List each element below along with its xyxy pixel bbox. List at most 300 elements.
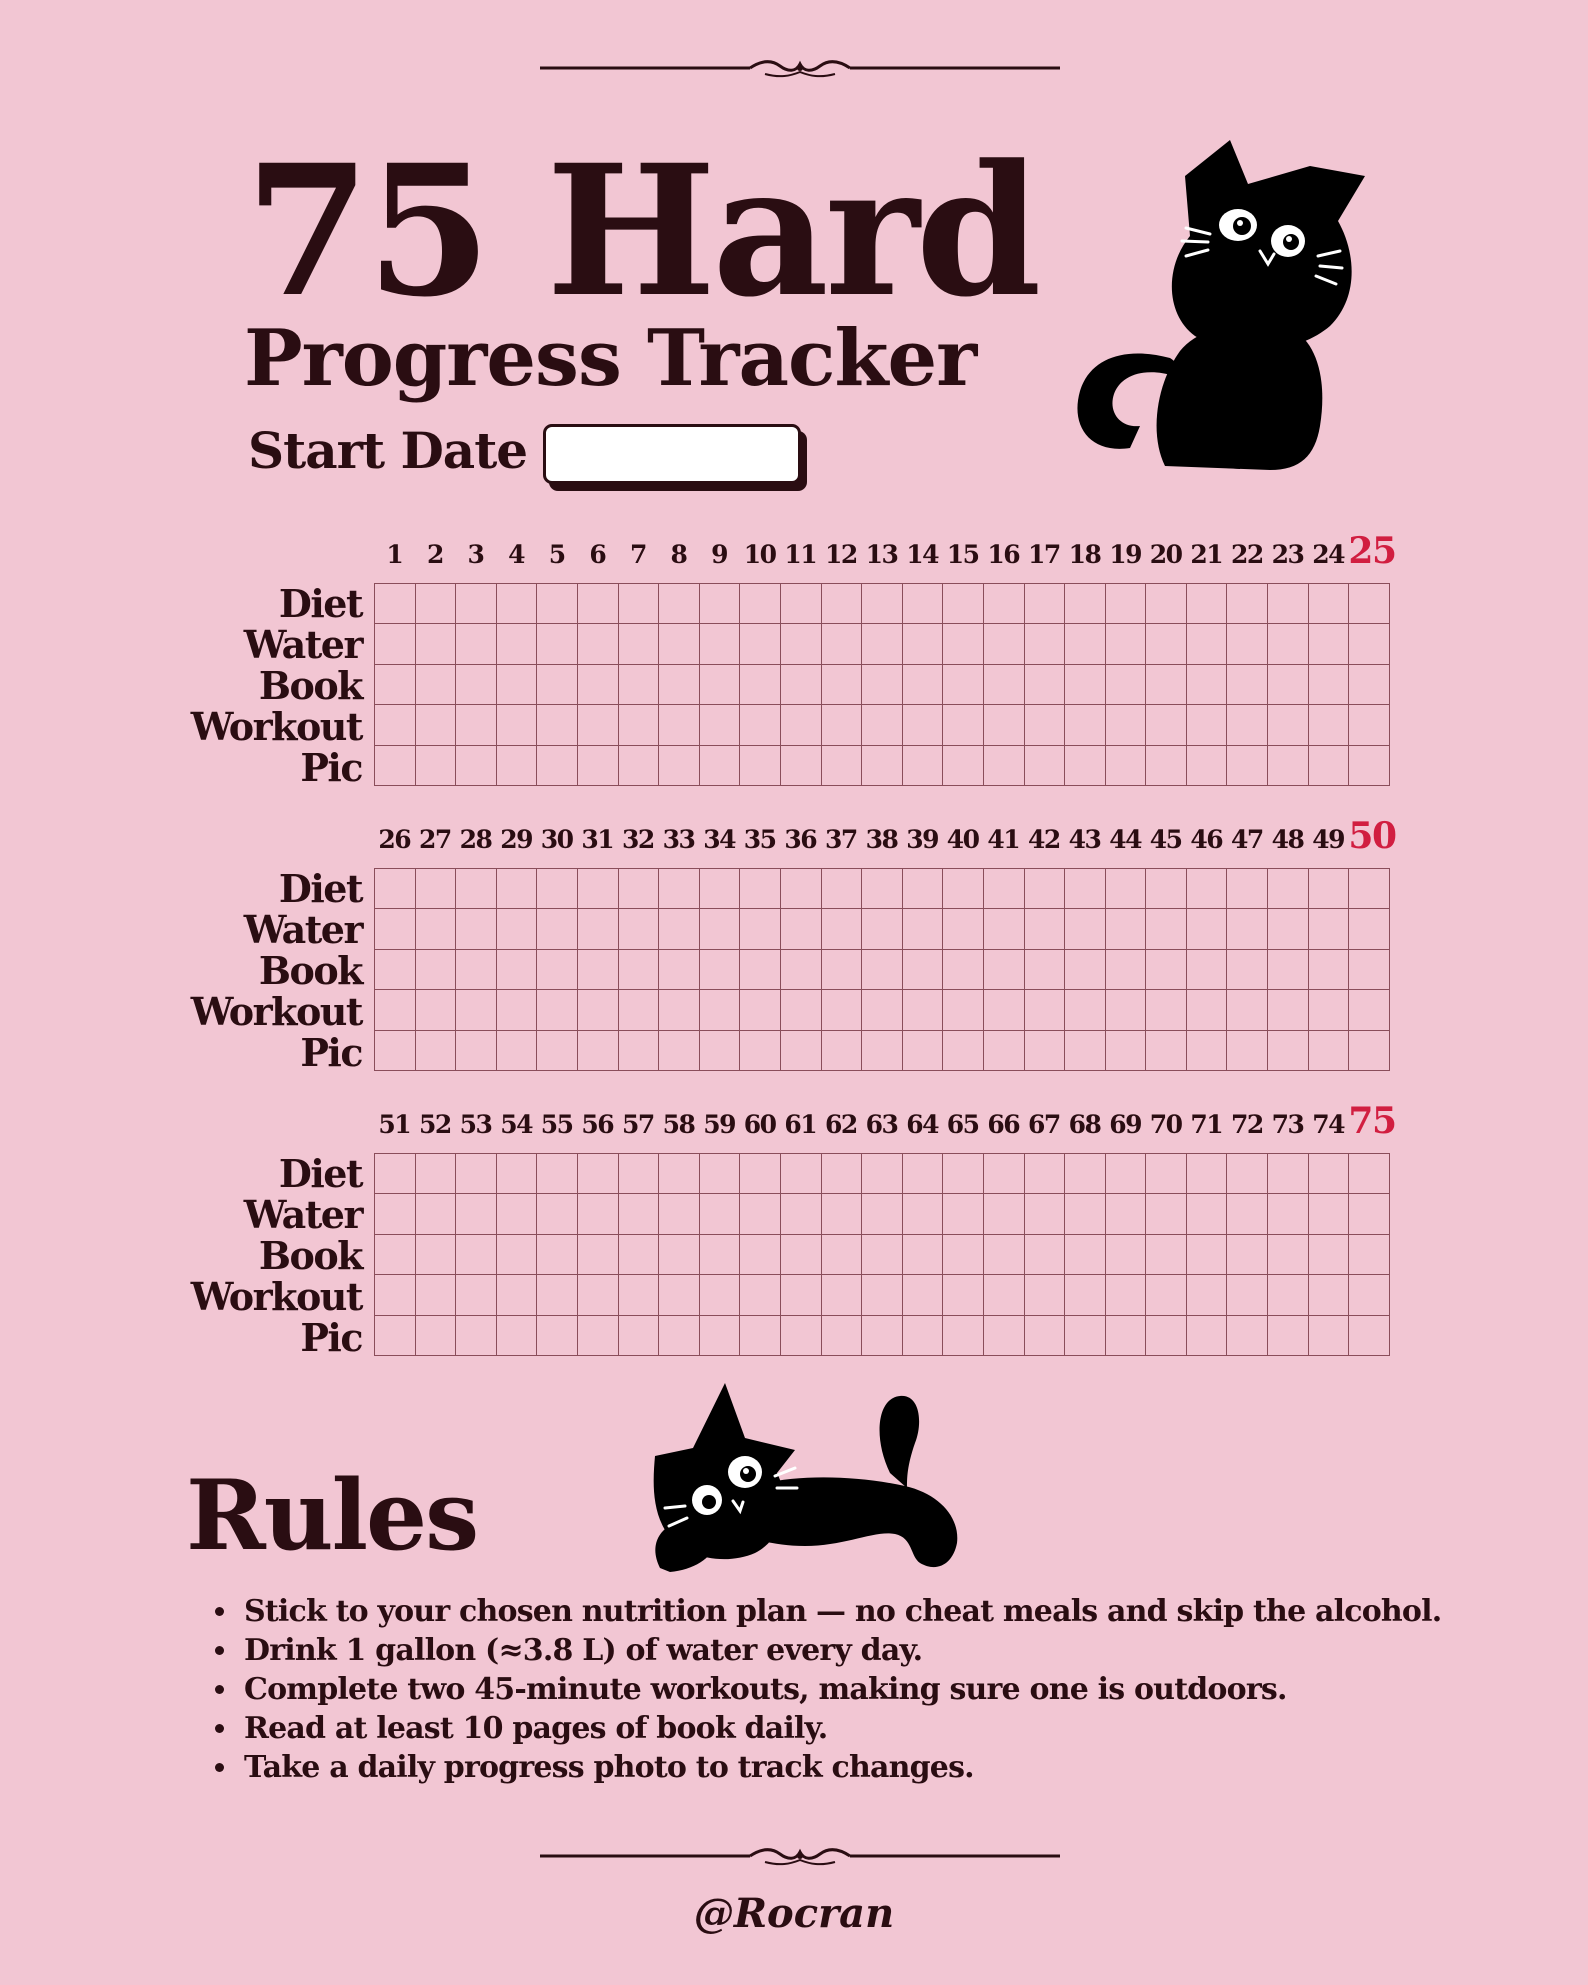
checkbox-cell-water[interactable] [659, 624, 700, 664]
checkbox-cell-pic[interactable] [1268, 746, 1309, 786]
checkbox-cell-diet[interactable] [1349, 869, 1390, 909]
checkbox-cell-pic[interactable] [456, 746, 497, 786]
checkbox-cell-diet[interactable] [619, 584, 660, 624]
checkbox-cell-diet[interactable] [659, 869, 700, 909]
checkbox-cell-workout[interactable] [1025, 990, 1066, 1030]
checkbox-cell-water[interactable] [943, 909, 984, 949]
checkbox-cell-pic[interactable] [537, 1031, 578, 1071]
checkbox-cell-workout[interactable] [903, 990, 944, 1030]
checkbox-cell-water[interactable] [822, 1194, 863, 1234]
checkbox-cell-diet[interactable] [700, 869, 741, 909]
checkbox-cell-diet[interactable] [700, 584, 741, 624]
checkbox-cell-diet[interactable] [578, 869, 619, 909]
checkbox-cell-water[interactable] [984, 1194, 1025, 1234]
checkbox-cell-water[interactable] [781, 1194, 822, 1234]
checkbox-cell-diet[interactable] [1025, 1154, 1066, 1194]
checkbox-cell-water[interactable] [700, 624, 741, 664]
checkbox-cell-water[interactable] [497, 1194, 538, 1234]
checkbox-cell-diet[interactable] [984, 1154, 1025, 1194]
checkbox-cell-workout[interactable] [1187, 990, 1228, 1030]
checkbox-cell-water[interactable] [497, 909, 538, 949]
checkbox-cell-workout[interactable] [700, 705, 741, 745]
checkbox-cell-workout[interactable] [781, 990, 822, 1030]
checkbox-cell-workout[interactable] [497, 1275, 538, 1315]
checkbox-cell-diet[interactable] [1227, 584, 1268, 624]
checkbox-cell-workout[interactable] [1025, 705, 1066, 745]
checkbox-cell-book[interactable] [1268, 950, 1309, 990]
checkbox-cell-water[interactable] [416, 624, 457, 664]
checkbox-cell-workout[interactable] [375, 705, 416, 745]
checkbox-cell-diet[interactable] [1146, 1154, 1187, 1194]
checkbox-cell-pic[interactable] [659, 1316, 700, 1356]
checkbox-cell-pic[interactable] [375, 1031, 416, 1071]
checkbox-cell-pic[interactable] [1065, 1316, 1106, 1356]
checkbox-cell-workout[interactable] [740, 705, 781, 745]
checkbox-cell-pic[interactable] [1065, 746, 1106, 786]
checkbox-cell-water[interactable] [1065, 624, 1106, 664]
checkbox-cell-book[interactable] [659, 665, 700, 705]
checkbox-cell-workout[interactable] [984, 705, 1025, 745]
checkbox-cell-water[interactable] [740, 909, 781, 949]
checkbox-cell-pic[interactable] [984, 1316, 1025, 1356]
checkbox-cell-water[interactable] [537, 624, 578, 664]
checkbox-cell-book[interactable] [1106, 665, 1147, 705]
checkbox-cell-diet[interactable] [416, 1154, 457, 1194]
checkbox-cell-diet[interactable] [822, 869, 863, 909]
checkbox-cell-diet[interactable] [416, 869, 457, 909]
checkbox-cell-diet[interactable] [1349, 1154, 1390, 1194]
checkbox-cell-water[interactable] [1146, 909, 1187, 949]
checkbox-cell-diet[interactable] [1065, 869, 1106, 909]
checkbox-cell-water[interactable] [1146, 624, 1187, 664]
checkbox-cell-book[interactable] [1309, 950, 1350, 990]
checkbox-cell-pic[interactable] [416, 1031, 457, 1071]
checkbox-cell-workout[interactable] [781, 705, 822, 745]
checkbox-cell-water[interactable] [903, 1194, 944, 1234]
checkbox-cell-book[interactable] [578, 665, 619, 705]
checkbox-cell-book[interactable] [1025, 665, 1066, 705]
checkbox-cell-workout[interactable] [619, 705, 660, 745]
checkbox-cell-diet[interactable] [1187, 1154, 1228, 1194]
checkbox-cell-book[interactable] [1065, 665, 1106, 705]
checkbox-cell-pic[interactable] [1309, 1316, 1350, 1356]
checkbox-cell-workout[interactable] [1146, 705, 1187, 745]
checkbox-cell-book[interactable] [740, 950, 781, 990]
checkbox-cell-water[interactable] [943, 624, 984, 664]
checkbox-cell-diet[interactable] [862, 1154, 903, 1194]
checkbox-cell-water[interactable] [456, 624, 497, 664]
checkbox-cell-workout[interactable] [1065, 1275, 1106, 1315]
checkbox-cell-workout[interactable] [1106, 990, 1147, 1030]
checkbox-cell-water[interactable] [659, 1194, 700, 1234]
checkbox-cell-pic[interactable] [1268, 1316, 1309, 1356]
checkbox-cell-diet[interactable] [1349, 584, 1390, 624]
checkbox-cell-book[interactable] [1227, 950, 1268, 990]
checkbox-cell-water[interactable] [1227, 1194, 1268, 1234]
checkbox-cell-pic[interactable] [1065, 1031, 1106, 1071]
checkbox-cell-pic[interactable] [1146, 746, 1187, 786]
checkbox-cell-diet[interactable] [375, 1154, 416, 1194]
checkbox-cell-water[interactable] [740, 624, 781, 664]
checkbox-cell-water[interactable] [1268, 1194, 1309, 1234]
checkbox-cell-diet[interactable] [659, 1154, 700, 1194]
checkbox-cell-book[interactable] [1106, 1235, 1147, 1275]
checkbox-cell-book[interactable] [416, 665, 457, 705]
checkbox-cell-book[interactable] [1227, 665, 1268, 705]
checkbox-cell-water[interactable] [781, 624, 822, 664]
checkbox-cell-book[interactable] [456, 665, 497, 705]
checkbox-cell-diet[interactable] [578, 584, 619, 624]
checkbox-cell-workout[interactable] [1146, 1275, 1187, 1315]
checkbox-cell-diet[interactable] [1268, 869, 1309, 909]
checkbox-cell-diet[interactable] [943, 869, 984, 909]
checkbox-cell-pic[interactable] [375, 746, 416, 786]
checkbox-cell-pic[interactable] [659, 746, 700, 786]
checkbox-cell-pic[interactable] [984, 1031, 1025, 1071]
checkbox-cell-pic[interactable] [1106, 1316, 1147, 1356]
checkbox-cell-workout[interactable] [1106, 705, 1147, 745]
checkbox-cell-water[interactable] [1025, 1194, 1066, 1234]
checkbox-cell-water[interactable] [659, 909, 700, 949]
checkbox-cell-book[interactable] [1065, 1235, 1106, 1275]
checkbox-cell-water[interactable] [984, 909, 1025, 949]
checkbox-cell-diet[interactable] [984, 584, 1025, 624]
checkbox-cell-workout[interactable] [943, 705, 984, 745]
checkbox-cell-pic[interactable] [1309, 1031, 1350, 1071]
checkbox-cell-water[interactable] [1106, 909, 1147, 949]
checkbox-cell-pic[interactable] [619, 1031, 660, 1071]
checkbox-cell-workout[interactable] [1065, 990, 1106, 1030]
checkbox-cell-book[interactable] [943, 950, 984, 990]
checkbox-cell-pic[interactable] [822, 1316, 863, 1356]
checkbox-cell-diet[interactable] [1065, 1154, 1106, 1194]
checkbox-cell-water[interactable] [1065, 909, 1106, 949]
checkbox-cell-book[interactable] [700, 665, 741, 705]
checkbox-cell-workout[interactable] [943, 990, 984, 1030]
checkbox-cell-book[interactable] [1187, 1235, 1228, 1275]
checkbox-cell-diet[interactable] [1309, 869, 1350, 909]
checkbox-cell-pic[interactable] [497, 1031, 538, 1071]
checkbox-cell-workout[interactable] [822, 990, 863, 1030]
checkbox-cell-workout[interactable] [659, 1275, 700, 1315]
checkbox-cell-water[interactable] [700, 909, 741, 949]
checkbox-cell-book[interactable] [740, 1235, 781, 1275]
checkbox-cell-book[interactable] [375, 950, 416, 990]
checkbox-cell-workout[interactable] [497, 705, 538, 745]
checkbox-cell-book[interactable] [1187, 950, 1228, 990]
checkbox-cell-water[interactable] [1268, 624, 1309, 664]
checkbox-cell-book[interactable] [497, 665, 538, 705]
checkbox-cell-workout[interactable] [1227, 990, 1268, 1030]
checkbox-cell-pic[interactable] [700, 746, 741, 786]
checkbox-cell-workout[interactable] [619, 1275, 660, 1315]
checkbox-cell-book[interactable] [375, 665, 416, 705]
checkbox-cell-workout[interactable] [456, 1275, 497, 1315]
checkbox-cell-book[interactable] [700, 1235, 741, 1275]
checkbox-cell-book[interactable] [497, 950, 538, 990]
checkbox-cell-water[interactable] [1187, 909, 1228, 949]
checkbox-cell-diet[interactable] [822, 584, 863, 624]
checkbox-cell-book[interactable] [700, 950, 741, 990]
checkbox-cell-diet[interactable] [1025, 869, 1066, 909]
checkbox-cell-book[interactable] [1146, 665, 1187, 705]
checkbox-cell-pic[interactable] [700, 1316, 741, 1356]
checkbox-cell-book[interactable] [1106, 950, 1147, 990]
checkbox-cell-diet[interactable] [903, 1154, 944, 1194]
checkbox-cell-pic[interactable] [1146, 1316, 1187, 1356]
checkbox-cell-pic[interactable] [781, 1031, 822, 1071]
checkbox-cell-workout[interactable] [984, 990, 1025, 1030]
checkbox-cell-diet[interactable] [1309, 584, 1350, 624]
checkbox-cell-book[interactable] [984, 1235, 1025, 1275]
checkbox-cell-pic[interactable] [984, 746, 1025, 786]
checkbox-cell-workout[interactable] [456, 705, 497, 745]
checkbox-cell-workout[interactable] [1309, 990, 1350, 1030]
checkbox-cell-workout[interactable] [416, 1275, 457, 1315]
checkbox-cell-book[interactable] [903, 950, 944, 990]
checkbox-cell-workout[interactable] [456, 990, 497, 1030]
checkbox-cell-pic[interactable] [1349, 1031, 1390, 1071]
checkbox-cell-water[interactable] [700, 1194, 741, 1234]
checkbox-cell-workout[interactable] [1309, 705, 1350, 745]
checkbox-cell-book[interactable] [943, 1235, 984, 1275]
checkbox-cell-diet[interactable] [1146, 584, 1187, 624]
checkbox-cell-diet[interactable] [537, 1154, 578, 1194]
checkbox-cell-water[interactable] [497, 624, 538, 664]
checkbox-cell-book[interactable] [1187, 665, 1228, 705]
checkbox-cell-diet[interactable] [1268, 584, 1309, 624]
checkbox-cell-workout[interactable] [619, 990, 660, 1030]
checkbox-cell-diet[interactable] [1187, 869, 1228, 909]
checkbox-cell-workout[interactable] [822, 1275, 863, 1315]
checkbox-cell-pic[interactable] [1025, 1031, 1066, 1071]
checkbox-cell-pic[interactable] [659, 1031, 700, 1071]
checkbox-cell-pic[interactable] [1025, 746, 1066, 786]
checkbox-cell-workout[interactable] [1349, 990, 1390, 1030]
checkbox-cell-pic[interactable] [1227, 746, 1268, 786]
checkbox-cell-water[interactable] [822, 624, 863, 664]
checkbox-cell-water[interactable] [619, 624, 660, 664]
checkbox-cell-diet[interactable] [456, 1154, 497, 1194]
checkbox-cell-pic[interactable] [1106, 746, 1147, 786]
checkbox-cell-workout[interactable] [903, 1275, 944, 1315]
checkbox-cell-water[interactable] [578, 909, 619, 949]
checkbox-cell-book[interactable] [1025, 1235, 1066, 1275]
checkbox-cell-pic[interactable] [740, 1316, 781, 1356]
checkbox-cell-book[interactable] [1268, 665, 1309, 705]
checkbox-cell-book[interactable] [822, 950, 863, 990]
checkbox-cell-book[interactable] [1349, 665, 1390, 705]
checkbox-cell-workout[interactable] [1146, 990, 1187, 1030]
checkbox-cell-water[interactable] [619, 1194, 660, 1234]
checkbox-cell-workout[interactable] [1349, 705, 1390, 745]
start-date-field[interactable] [543, 424, 801, 484]
checkbox-cell-book[interactable] [1025, 950, 1066, 990]
checkbox-cell-workout[interactable] [1268, 1275, 1309, 1315]
checkbox-cell-diet[interactable] [903, 584, 944, 624]
checkbox-cell-book[interactable] [1268, 1235, 1309, 1275]
checkbox-cell-book[interactable] [1227, 1235, 1268, 1275]
checkbox-cell-water[interactable] [903, 909, 944, 949]
checkbox-cell-pic[interactable] [1268, 1031, 1309, 1071]
checkbox-cell-diet[interactable] [578, 1154, 619, 1194]
checkbox-cell-water[interactable] [1187, 1194, 1228, 1234]
checkbox-cell-pic[interactable] [1146, 1031, 1187, 1071]
checkbox-cell-book[interactable] [903, 665, 944, 705]
checkbox-cell-diet[interactable] [1106, 869, 1147, 909]
checkbox-cell-book[interactable] [822, 1235, 863, 1275]
checkbox-cell-workout[interactable] [537, 1275, 578, 1315]
checkbox-cell-book[interactable] [781, 665, 822, 705]
checkbox-cell-book[interactable] [416, 950, 457, 990]
checkbox-cell-diet[interactable] [537, 584, 578, 624]
checkbox-cell-diet[interactable] [497, 584, 538, 624]
checkbox-cell-book[interactable] [537, 665, 578, 705]
checkbox-cell-diet[interactable] [943, 1154, 984, 1194]
checkbox-cell-diet[interactable] [1227, 869, 1268, 909]
checkbox-cell-water[interactable] [822, 909, 863, 949]
checkbox-cell-book[interactable] [497, 1235, 538, 1275]
checkbox-cell-water[interactable] [578, 624, 619, 664]
checkbox-cell-book[interactable] [375, 1235, 416, 1275]
checkbox-cell-water[interactable] [1106, 624, 1147, 664]
checkbox-cell-book[interactable] [740, 665, 781, 705]
checkbox-cell-workout[interactable] [497, 990, 538, 1030]
checkbox-cell-pic[interactable] [1349, 746, 1390, 786]
checkbox-cell-water[interactable] [781, 909, 822, 949]
checkbox-cell-workout[interactable] [416, 705, 457, 745]
checkbox-cell-water[interactable] [416, 1194, 457, 1234]
checkbox-cell-pic[interactable] [903, 746, 944, 786]
checkbox-cell-pic[interactable] [822, 1031, 863, 1071]
checkbox-cell-workout[interactable] [1106, 1275, 1147, 1315]
checkbox-cell-book[interactable] [1146, 1235, 1187, 1275]
checkbox-cell-water[interactable] [903, 624, 944, 664]
checkbox-cell-book[interactable] [903, 1235, 944, 1275]
checkbox-cell-diet[interactable] [1106, 1154, 1147, 1194]
checkbox-cell-workout[interactable] [943, 1275, 984, 1315]
checkbox-cell-workout[interactable] [1349, 1275, 1390, 1315]
checkbox-cell-pic[interactable] [700, 1031, 741, 1071]
checkbox-cell-diet[interactable] [1106, 584, 1147, 624]
checkbox-cell-water[interactable] [537, 909, 578, 949]
checkbox-cell-book[interactable] [781, 950, 822, 990]
checkbox-cell-diet[interactable] [1268, 1154, 1309, 1194]
checkbox-cell-water[interactable] [740, 1194, 781, 1234]
checkbox-cell-workout[interactable] [375, 1275, 416, 1315]
checkbox-cell-water[interactable] [1025, 624, 1066, 664]
checkbox-cell-pic[interactable] [740, 746, 781, 786]
checkbox-cell-book[interactable] [537, 1235, 578, 1275]
checkbox-cell-water[interactable] [1025, 909, 1066, 949]
checkbox-cell-water[interactable] [943, 1194, 984, 1234]
checkbox-cell-diet[interactable] [619, 869, 660, 909]
checkbox-cell-book[interactable] [456, 1235, 497, 1275]
checkbox-cell-book[interactable] [984, 950, 1025, 990]
checkbox-cell-pic[interactable] [619, 746, 660, 786]
checkbox-cell-book[interactable] [619, 950, 660, 990]
checkbox-cell-workout[interactable] [578, 1275, 619, 1315]
checkbox-cell-book[interactable] [984, 665, 1025, 705]
checkbox-cell-book[interactable] [456, 950, 497, 990]
checkbox-cell-water[interactable] [1349, 624, 1390, 664]
checkbox-cell-pic[interactable] [578, 1316, 619, 1356]
checkbox-cell-water[interactable] [1187, 624, 1228, 664]
checkbox-cell-diet[interactable] [456, 584, 497, 624]
checkbox-cell-pic[interactable] [375, 1316, 416, 1356]
checkbox-cell-pic[interactable] [1187, 1316, 1228, 1356]
checkbox-cell-pic[interactable] [1187, 746, 1228, 786]
checkbox-cell-book[interactable] [619, 665, 660, 705]
checkbox-cell-workout[interactable] [537, 705, 578, 745]
checkbox-cell-workout[interactable] [862, 705, 903, 745]
checkbox-cell-book[interactable] [578, 950, 619, 990]
checkbox-cell-pic[interactable] [578, 1031, 619, 1071]
checkbox-cell-diet[interactable] [862, 869, 903, 909]
checkbox-cell-pic[interactable] [497, 1316, 538, 1356]
checkbox-cell-book[interactable] [1349, 950, 1390, 990]
checkbox-cell-water[interactable] [1268, 909, 1309, 949]
checkbox-cell-pic[interactable] [1309, 746, 1350, 786]
checkbox-cell-pic[interactable] [1227, 1316, 1268, 1356]
checkbox-cell-pic[interactable] [416, 746, 457, 786]
checkbox-cell-diet[interactable] [984, 869, 1025, 909]
checkbox-cell-water[interactable] [1309, 909, 1350, 949]
checkbox-cell-book[interactable] [822, 665, 863, 705]
checkbox-cell-diet[interactable] [1146, 869, 1187, 909]
checkbox-cell-book[interactable] [537, 950, 578, 990]
checkbox-cell-water[interactable] [375, 624, 416, 664]
checkbox-cell-pic[interactable] [1025, 1316, 1066, 1356]
checkbox-cell-diet[interactable] [862, 584, 903, 624]
checkbox-cell-pic[interactable] [578, 746, 619, 786]
checkbox-cell-book[interactable] [619, 1235, 660, 1275]
checkbox-cell-diet[interactable] [781, 1154, 822, 1194]
checkbox-cell-diet[interactable] [781, 584, 822, 624]
checkbox-cell-diet[interactable] [416, 584, 457, 624]
checkbox-cell-diet[interactable] [537, 869, 578, 909]
checkbox-cell-pic[interactable] [943, 1316, 984, 1356]
checkbox-cell-pic[interactable] [1227, 1031, 1268, 1071]
checkbox-cell-book[interactable] [659, 950, 700, 990]
checkbox-cell-pic[interactable] [903, 1316, 944, 1356]
checkbox-cell-workout[interactable] [1309, 1275, 1350, 1315]
checkbox-cell-water[interactable] [984, 624, 1025, 664]
checkbox-cell-pic[interactable] [456, 1031, 497, 1071]
checkbox-cell-water[interactable] [1146, 1194, 1187, 1234]
checkbox-cell-water[interactable] [1309, 1194, 1350, 1234]
checkbox-cell-pic[interactable] [862, 1316, 903, 1356]
checkbox-cell-pic[interactable] [537, 1316, 578, 1356]
checkbox-cell-workout[interactable] [578, 705, 619, 745]
checkbox-cell-diet[interactable] [1025, 584, 1066, 624]
checkbox-cell-water[interactable] [862, 1194, 903, 1234]
checkbox-cell-book[interactable] [943, 665, 984, 705]
checkbox-cell-pic[interactable] [781, 1316, 822, 1356]
checkbox-cell-water[interactable] [456, 1194, 497, 1234]
checkbox-cell-book[interactable] [862, 950, 903, 990]
checkbox-cell-workout[interactable] [1025, 1275, 1066, 1315]
checkbox-cell-workout[interactable] [659, 990, 700, 1030]
checkbox-cell-water[interactable] [1106, 1194, 1147, 1234]
checkbox-cell-workout[interactable] [1268, 990, 1309, 1030]
checkbox-cell-workout[interactable] [740, 1275, 781, 1315]
checkbox-cell-pic[interactable] [1349, 1316, 1390, 1356]
checkbox-cell-diet[interactable] [375, 584, 416, 624]
checkbox-cell-water[interactable] [1349, 909, 1390, 949]
checkbox-cell-workout[interactable] [659, 705, 700, 745]
checkbox-cell-pic[interactable] [1106, 1031, 1147, 1071]
